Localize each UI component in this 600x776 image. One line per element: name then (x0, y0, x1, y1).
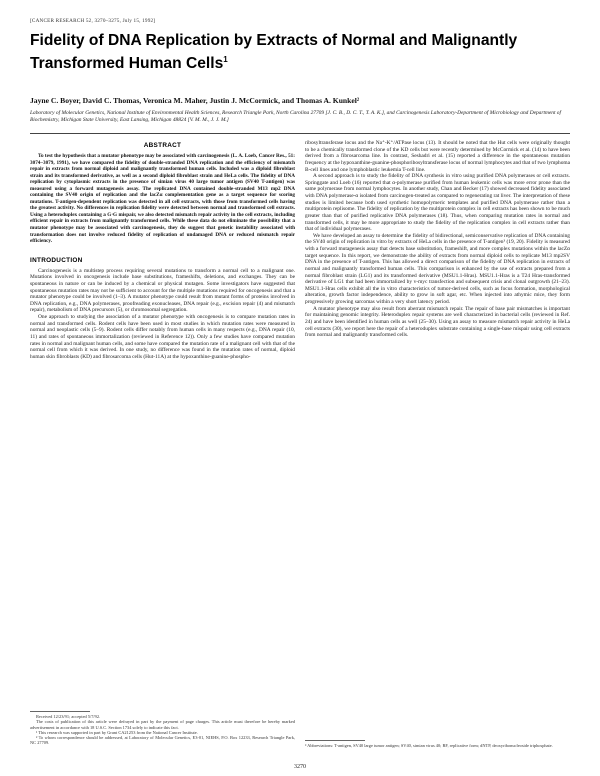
footnote-received: Received 12/23/91; accepted 5/7/92. (36, 714, 101, 719)
right-column (305, 140, 570, 339)
section-spacer (30, 245, 295, 255)
title-text: Fidelity of DNA Replication by Extracts of Normal and Malignantly Transformed Human Cells (30, 32, 518, 72)
footnote-costs: The costs of publication of this article were defrayed in part by the payment of page charges. This article must therefore be hereby marked advertisement in accordance with 18 U.S.C. Section 1734 solely to indicate this fact. (30, 719, 295, 730)
affiliation: Laboratory of Molecular Genetics, National Institute of Environmental Health Sciences, Research Triangle Park, North Carolina 27709 [J. C. B., D. C. T., T. A. K.], and Carcinogenesis Laboratory-Department of Microbiology and Department of Biochemistry, Michigan State University, East Lansing, Michigan 48824 [V. M. M., J. J. M.] (30, 110, 561, 123)
header-divider (30, 133, 570, 134)
right-paragraph-2: A second approach is to study the fidelity of DNA synthesis in vitro using purified DNA polymerases or cell extracts. Springgate and Loeb (16) reported that α-polymerase purified from human leukemic cells was more error prone than the same polymerase from normal lymphocytes. In another study, Chan and Becker (17) showed decreased fidelity associated with DNA polymerase-α isolated from carcinogen-treated as compared to regenerating rat liver. The interpretation of these studies is limited because both used synthetic homopolymeric templates and purified DNA polymerase rather than a multiprotein replisome. The fidelity of replication by the multiprotein complex in cell extracts has been shown to be much greater than that of purified replicative DNA polymerases (18). Thus, when comparing mutation rates in normal and transformed cells, it may be more appropriate to study the fidelity of the replication complex in cell extracts rather than that of individual polymerases. (305, 173, 570, 233)
running-head: [CANCER RESEARCH 52, 3270–3275, July 15, 1992] (30, 18, 156, 24)
footnote-rule-right (305, 740, 365, 741)
right-paragraph-3: We have developed an assay to determine the fidelity of bidirectional, semiconservative replication of DNA containing the SV40 origin of replication in vitro by extracts of HeLa cells in the presence of T-antigen³ (19, 20). Fidelity is measured with a forward mutagenesis assay that detects base substitution, frameshift, and more complex mutations within the lacZα target sequence. In this report, we demonstrate the ability of extracts from normal diploid cells to replicate M13 mp2SV DNA in the presence of T-antigen. This has allowed a direct comparison of the fidelity of DNA replication in extracts of normal and malignantly transformed human cells. This comparison is enhanced by the use of extracts prepared from a normal fibroblast strain (LG1) and its transformed derivative (MSU1.1-Hras). MSU1.1-Hras is a T24 Hras-transformed derivative of LG1 that had been immortalized by v-myc transfection and subsequent crisis and clonal outgrowth (21–23). MSU1.1-Hras cells exhibit all the in vitro characteristics of tumor-derived cells, such as focus formation, morphological alteration, growth factor independence, ability to grow in soft agar, etc. When injected into athymic mice, they form progressively growing sarcomas within a very short latency period. (305, 232, 570, 305)
footnote-abbreviations: ³ Abbreviations: T-antigen, SV40 large tumor antigen; SV40, simian virus 40; RF, replicative form; dNTP, deoxyribonucleoside triphosphate. (305, 743, 553, 748)
left-column (30, 140, 295, 360)
footnotes (30, 714, 295, 746)
abstract-text: To test the hypothesis that a mutator phenotype may be associated with carcinogenesis (L. A. Loeb, Cancer Res., 51: 3074–3079, 1991), we have compared the fidelity of double-stranded DNA replication and the efficiency of mismatch repair in extracts from normal diploid and malignantly transformed human cells. Included was a diploid fibroblast strain and its transformed derivative, as well as a second diploid fibroblast strain and HeLa cells. The fidelity of DNA replication by cytoplasmic extracts in the presence of simian virus 40 large tumor antigen (SV40 T-antigen) was measured using a forward mutagenesis assay. The replicated DNA contained double-stranded M13 mp2 DNA containing the SV40 origin of replication and the lacZα complementation gene as a target sequence for scoring mutations. T-antigen-dependent replication was detected in all cell extracts, with those from transformed cells having the greatest activity. No differences in replication fidelity were detected between normal and transformed cell extracts. Using a heteroduplex containing a G·G mispair, we also detected mismatch repair activity in the cell extracts, including efficient repair in extracts from malignantly transformed cells. While these data do not eliminate the possibility that a mutator phenotype may be associated with carcinogenesis, they do suggest that genetic instability associated with transformation does not involve reduced fidelity of replication of undamaged DNA or reduced mismatch repair efficiency. (30, 153, 295, 245)
title-footnote-marker: 1 (223, 54, 228, 64)
right-paragraph-4: A mutator phenotype may also result from aberrant mismatch repair. The repair of base pair mismatches is important for maintaining genomic integrity. Heteroduplex repair systems are well characterized in bacterial cells (reviewed in Ref. 24) and have been identified in human cells as well (25–30). Using an assay to measure mismatch repair activity in HeLa cell extracts (30), we report here the repair of a heteroduplex substrate containing a single-base mispair using cell extracts from normal and malignantly transformed cells. (305, 305, 570, 339)
footnote-rule (30, 711, 90, 712)
intro-paragraph-1: Carcinogenesis is a multistep process requiring several mutations to transform a normal cell to a malignant one. Mutations involved in oncogenesis include base substitutions, frameshifts, deletions, and exchanges. They can be spontaneous in nature or can be induced by a chemical or physical mutagen. Some investigators have suggested that spontaneous mutation rates may not be sufficient to account for the multiple mutations required for oncogenesis and that a mutator phenotype could be involved (1–3). A mutator phenotype could result from mutant forms of proteins involved in DNA replication, e.g., DNA polymerases, proofreading exonucleases, DNA repair (e.g., excision repair (4) and mismatch repair), metabolism of DNA precursors (5), or chromosomal segregation. (30, 267, 295, 314)
page-number: 3270 (294, 764, 306, 770)
author-list: Jayne C. Boyer, David C. Thomas, Veronica M. Maher, Justin J. McCormick, and Thomas A. Kunkel² (30, 96, 360, 105)
abstract-heading: ABSTRACT (143, 142, 182, 149)
intro-paragraph-2: One approach to studying the association of a mutator phenotype with oncogenesis is to compare mutation rates in normal and transformed cells. Rodent cells have been used in most studies in which mutation rates were measured in normal and neoplastic cells (5–9). Rodent cells differ notably from human cells in many respects (e.g., DNA repair (10, 11) and rates of spontaneous immortalization (reviewed in Reference 12)). Only a few studies have compared mutation rates in normal and malignant human cells, and some have compared the mutation rate of a malignant cell with that of the normal cell from which it was derived. In one study, no difference was found in the mutation rates of normal, diploid human skin fibroblasts (KD) and fibrosarcoma cells (Hut-11A) at the hypoxanthine-guanine-phospho- (30, 314, 295, 360)
footnote-grant: ¹ This research was supported in part by Grant CA21253 from the National Cancer Institute. (36, 729, 198, 735)
footnote-correspondence: ² To whom correspondence should be addressed, at Laboratory of Molecular Genetics, E3-01, NIEHS, P.O. Box 12233, Research Triangle Park, NC 27709. (30, 735, 295, 746)
right-paragraph-1: ribosyltransferase locus and the Na⁺-K⁺/ATPase locus (13). It should be noted that the Hut cells were originally thought to be a chemically transformed clone of the KD cells but were recently determined by McCormick et al. (14) to have been derived from a fibrosarcoma line. In contrast, Seshadri et al. (15) reported a difference in the spontaneous mutation frequency at the hypoxanthine-guanine-phosphoribosyltransferase locus of normal lymphocytes and that of two lymphoma B-cell lines and one lymphoblastic leukemia T-cell line. (305, 140, 570, 173)
article-title (30, 32, 570, 73)
introduction-heading: INTRODUCTION (30, 256, 83, 264)
